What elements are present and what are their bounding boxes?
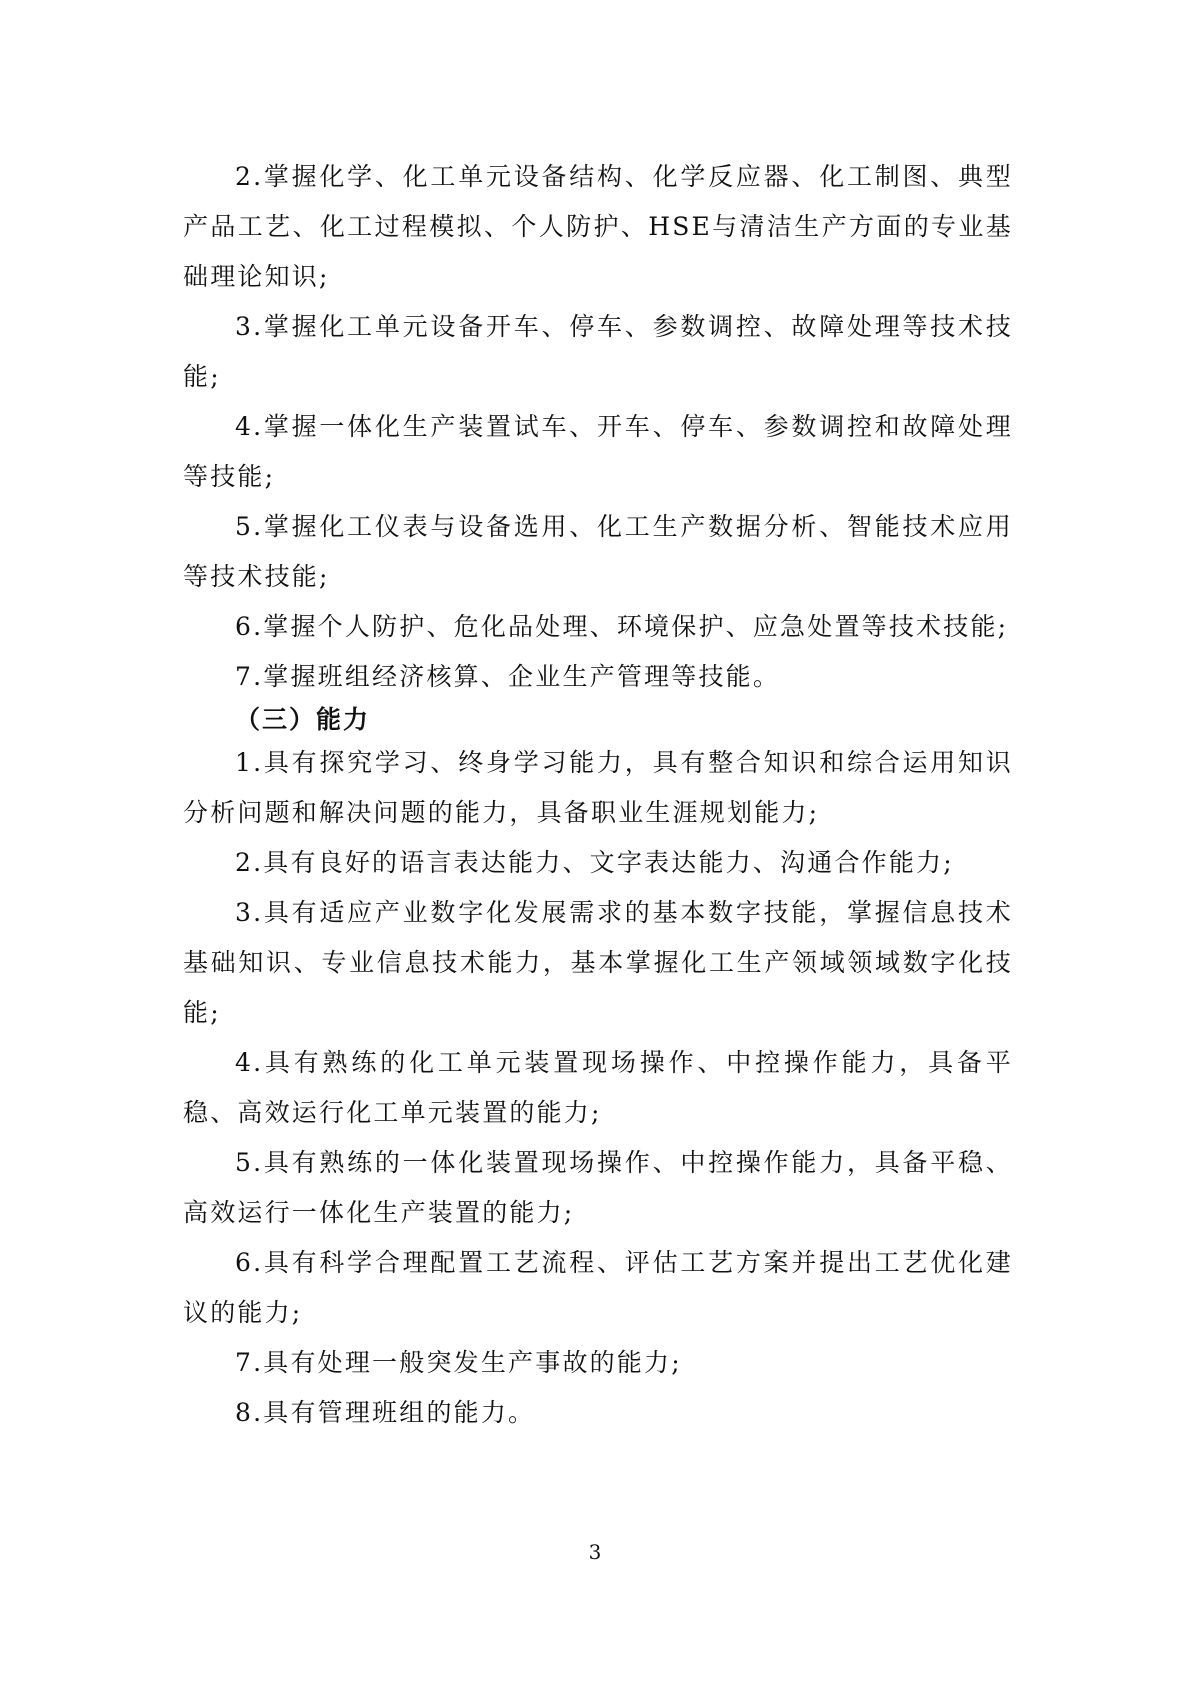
ability-item-3: 3.具有适应产业数字化发展需求的基本数字技能，掌握信息技术基础知识、专业信息技术能力，基本掌握化工生产领域领域数字化技能; [183,898,1013,1027]
knowledge-item-4: 4.掌握一体化生产装置试车、开车、停车、参数调控和故障处理等技能; [183,412,1013,491]
ability-item-5: 5.具有熟练的一体化装置现场操作、中控操作能力，具备平稳、高效运行一体化生产装置的能力; [183,1148,1013,1227]
section-heading-ability: （三）能力 [235,705,371,734]
body-text [183,152,1013,1438]
knowledge-item-2: 2.掌握化学、化工单元设备结构、化学反应器、化工制图、典型产品工艺、化工过程模拟、个人防护、HSE与清洁生产方面的专业基础理论知识; [183,162,1013,291]
ability-item-6: 6.具有科学合理配置工艺流程、评估工艺方案并提出工艺优化建议的能力; [183,1248,1013,1327]
ability-item-2: 2.具有良好的语言表达能力、文字表达能力、沟通合作能力; [235,848,954,877]
knowledge-item-7: 7.掌握班组经济核算、企业生产管理等技能。 [235,662,781,691]
ability-item-7: 7.具有处理一般突发生产事故的能力; [235,1348,682,1377]
ability-item-4: 4.具有熟练的化工单元装置现场操作、中控操作能力，具备平稳、高效运行化工单元装置的能力; [183,1048,1013,1127]
page-number: 3 [588,1540,602,1564]
knowledge-item-5: 5.掌握化工仪表与设备选用、化工生产数据分析、智能技术应用等技术技能; [183,512,1013,591]
ability-item-8: 8.具有管理班组的能力。 [235,1398,536,1427]
knowledge-item-3: 3.掌握化工单元设备开车、停车、参数调控、故障处理等技术技能; [183,312,1013,391]
knowledge-item-6: 6.掌握个人防护、危化品处理、环境保护、应急处置等技术技能; [235,612,1009,641]
ability-item-1: 1.具有探究学习、终身学习能力，具有整合知识和综合运用知识分析问题和解决问题的能力，具备职业生涯规划能力; [183,748,1013,827]
